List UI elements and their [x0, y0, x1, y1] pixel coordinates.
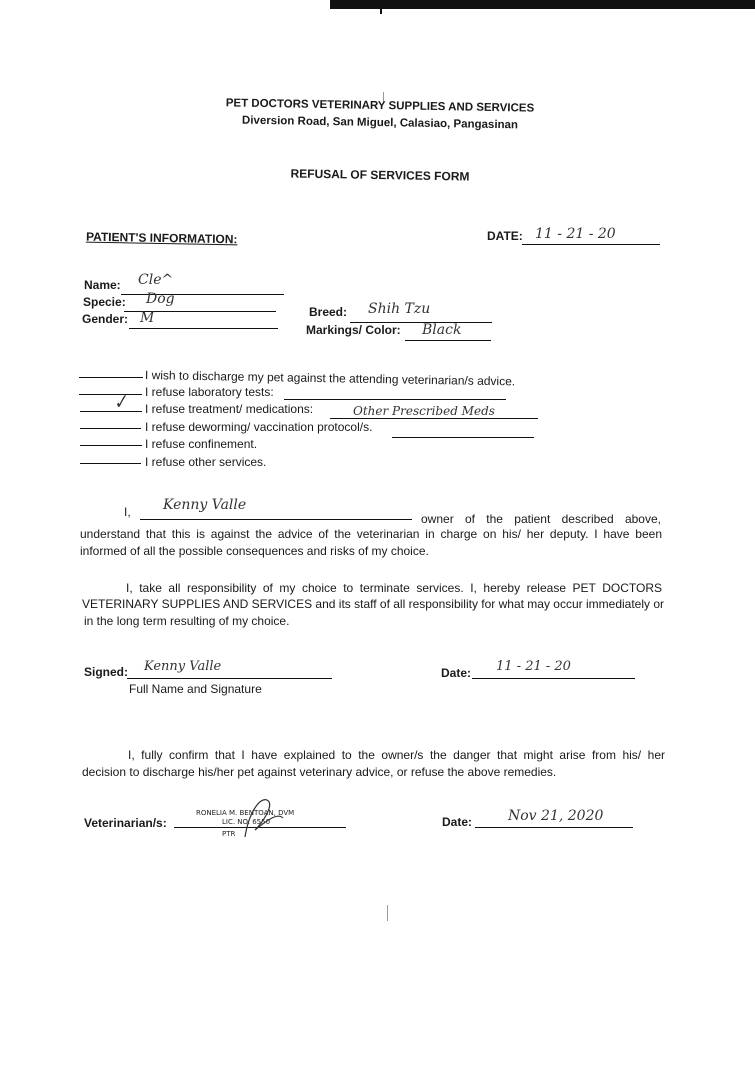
markings-label: Markings/ Color: — [306, 323, 401, 337]
statement-prefix: I, — [124, 505, 131, 519]
confirmation-line-1: I, fully confirm that I have explained to the owner/s the danger that might arise from his/ her — [128, 748, 665, 762]
company-address: Diversion Road, San Miguel, Calasiao, Pangasinan — [241, 114, 519, 132]
vet-date-value: Nov 21, 2020 — [508, 808, 604, 824]
name-value: Cle^ — [138, 272, 174, 288]
option-discharge: I wish to discharge my pet against the attending veterinarian/s advice. — [144, 368, 516, 389]
option-lab-tests: I refuse laboratory tests: — [145, 385, 274, 399]
signed-label: Signed: — [84, 665, 128, 679]
date-line — [522, 244, 660, 245]
option-confinement: I refuse confinement. — [145, 437, 258, 451]
specie-value: Dog — [146, 291, 175, 307]
lab-tests-line — [284, 399, 506, 400]
confirmation-line-2: decision to discharge his/her pet against veterinary advice, or refuse the above remedies. — [82, 765, 557, 779]
signature-line — [127, 678, 332, 679]
date-value: 11 - 21 - 20 — [535, 226, 616, 242]
treatment-line — [330, 418, 538, 419]
owner-date-value: 11 - 21 - 20 — [496, 659, 571, 674]
breed-value: Shih Tzu — [368, 301, 431, 317]
scan-edge-bar — [330, 0, 755, 9]
scan-mark — [387, 905, 388, 921]
vet-signature-scribble — [225, 792, 295, 842]
treatment-detail: Other Prescribed Meds — [353, 404, 495, 418]
statement-suffix: owner of the patient described above, — [421, 512, 661, 526]
option-blank — [80, 463, 141, 464]
owner-name: Kenny Valle — [163, 497, 247, 513]
markings-value: Black — [422, 322, 462, 338]
option-blank — [80, 445, 142, 446]
scan-edge-tick — [380, 0, 382, 14]
check-mark: ✓ — [110, 390, 131, 415]
date-label: DATE: — [487, 229, 523, 243]
option-other: I refuse other services. — [145, 455, 267, 469]
vet-stamp-ptr: PTR — [222, 830, 236, 838]
responsibility-line-1: I, take all responsibility of my choice to terminate services. I, hereby release PET DOCTORS — [126, 581, 662, 595]
vet-stamp-license: LIC. NO. 6550 — [222, 818, 271, 826]
patient-section-label: PATIENT'S INFORMATION: — [85, 229, 238, 247]
option-blank — [80, 411, 142, 412]
responsibility-line-3: in the long term resulting of my choice. — [84, 614, 290, 628]
vet-label: Veterinarian/s: — [84, 816, 167, 830]
name-label: Name: — [84, 278, 121, 292]
company-name: PET DOCTORS VETERINARY SUPPLIES AND SERVICES — [225, 97, 535, 115]
option-blank — [79, 377, 143, 378]
markings-line — [405, 340, 491, 341]
gender-label: Gender: — [82, 312, 129, 326]
vet-stamp-name: RONELIA M. BENTOAN, DVM — [196, 809, 295, 817]
deworming-line — [392, 437, 534, 438]
specie-label: Specie: — [83, 295, 126, 309]
owner-date-label: Date: — [441, 666, 472, 680]
gender-line — [129, 328, 278, 329]
signature-caption: Full Name and Signature — [129, 682, 262, 696]
vet-date-line — [475, 827, 633, 828]
statement-body: understand that this is against the advice of the veterinarian in charge on his/ her deputy. I have been informed of all the possible consequences and risks of my choice. — [80, 527, 662, 558]
owner-date-line — [472, 678, 635, 679]
owner-name-line — [140, 519, 412, 520]
option-treatment: I refuse treatment/ medications: — [145, 402, 314, 416]
option-deworming: I refuse deworming/ vaccination protocol/s. — [145, 420, 373, 434]
form-title: REFUSAL OF SERVICES FORM — [290, 166, 470, 184]
vet-date-label: Date: — [442, 815, 473, 829]
breed-label: Breed: — [309, 305, 348, 319]
responsibility-line-2: VETERINARY SUPPLIES AND SERVICES and its staff of all responsibility for what may occur immediately or — [82, 597, 665, 611]
option-blank — [80, 428, 141, 429]
owner-signature: Kenny Valle — [144, 659, 222, 674]
gender-value: M — [140, 310, 155, 326]
